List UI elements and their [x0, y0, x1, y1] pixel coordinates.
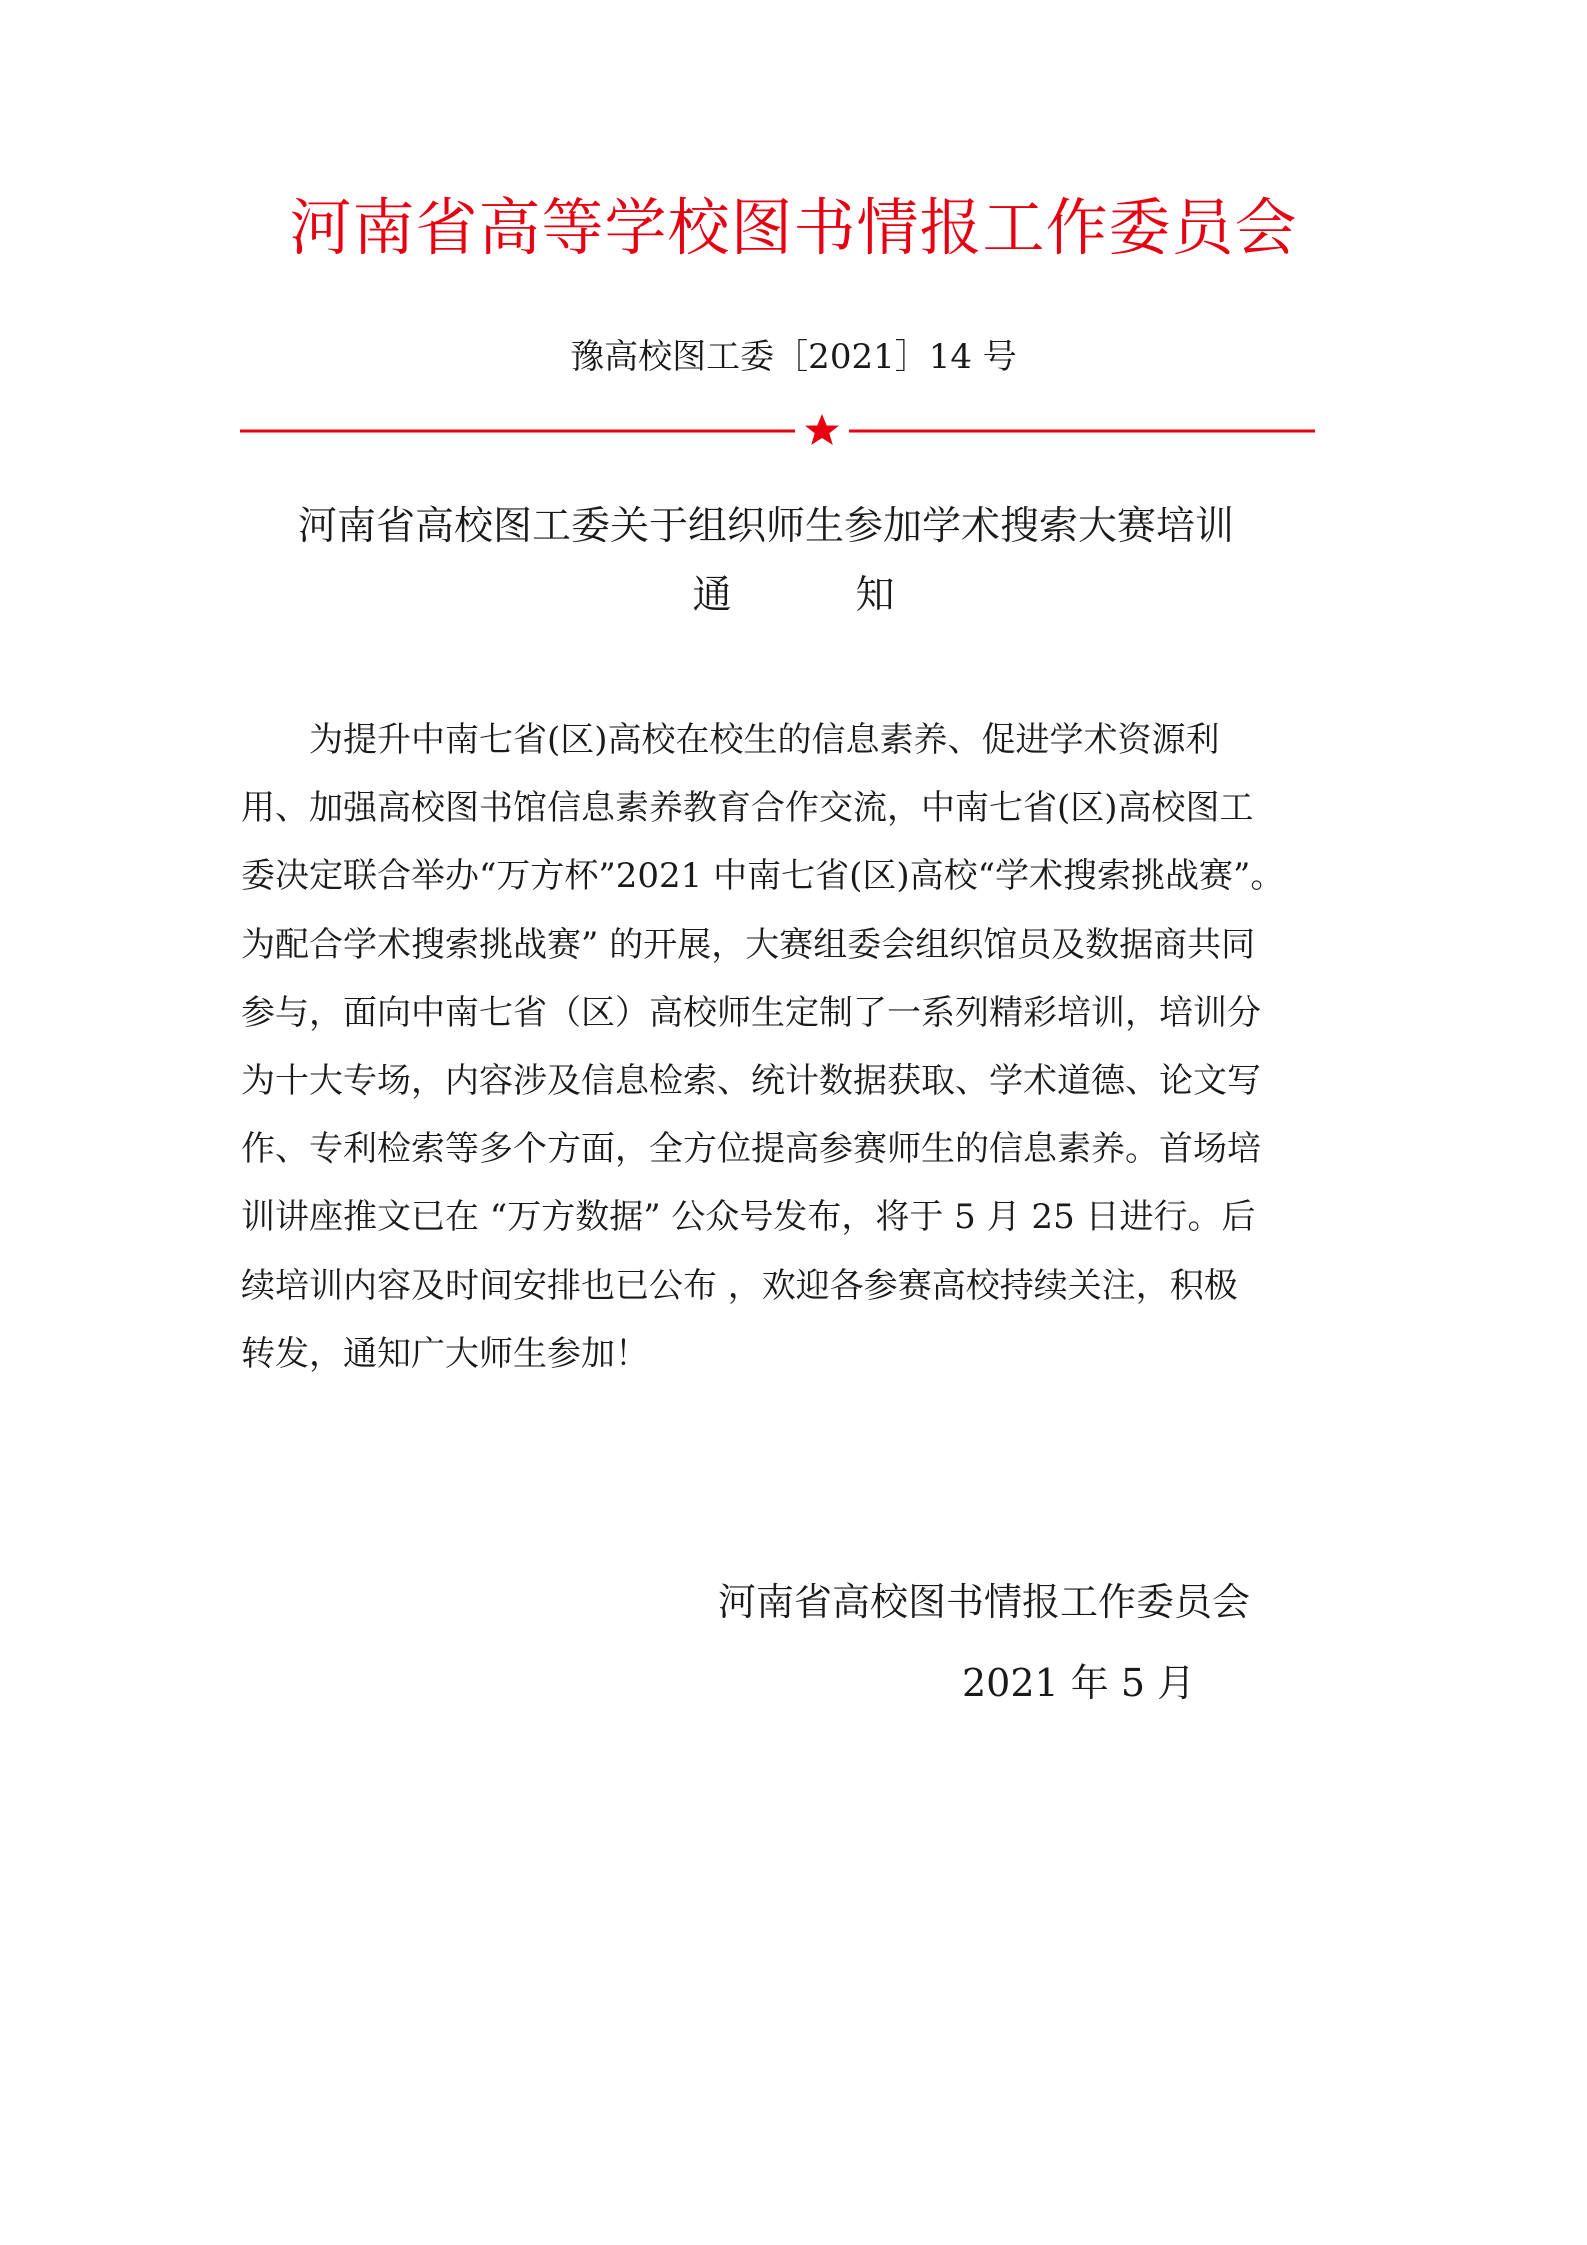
body-line: 为十大专场，内容涉及信息检索、统计数据获取、学术道德、论文写 [241, 1061, 1261, 1102]
header-title: 河南省高等学校图书情报工作委员会 [289, 191, 1298, 264]
body-line: 为配合学术搜索挑战赛” 的开展，大赛组委会组织馆员及数据商共同 [241, 924, 1256, 965]
body-line: 为提升中南七省(区)高校在校生的信息素养、促进学术资源利 [309, 720, 1220, 760]
document-number: 豫高校图工委［2021］14 号 [570, 337, 1017, 377]
body-line: 用、加强高校图书馆信息素养教育合作交流，中南七省(区)高校图工 [241, 788, 1254, 829]
body-line: 参与，面向中南七省（区）高校师生定制了一系列精彩培训，培训分 [241, 992, 1261, 1033]
body-line: 转发，通知广大师生参加！ [241, 1333, 649, 1374]
body-line: 作、专利检索等多个方面，全方位提高参赛师生的信息素养。首场培 [241, 1129, 1261, 1170]
red-divider [240, 411, 1315, 451]
notice-title: 河南省高校图工委关于组织师生参加学术搜索大赛培训 [298, 504, 1235, 549]
body-line: 续培训内容及时间安排也已公布 ，欢迎各参赛高校持续关注，积极 [241, 1265, 1238, 1306]
body-line: 委决定联合举办“万方杯”2021 中南七省(区)高校“学术搜索挑战赛”。 [241, 856, 1285, 897]
notice-subtitle: 通 知 [692, 573, 895, 618]
star-icon [805, 414, 839, 445]
body-paragraph [241, 706, 1356, 1388]
body-line: 训讲座推文已在 “万方数据” 公众号发布，将于 5 月 25 日进行。后 [241, 1197, 1256, 1238]
signature-date: 2021 年 5 月 [962, 1661, 1196, 1705]
signature-organization: 河南省高校图书情报工作委员会 [718, 1580, 1251, 1624]
